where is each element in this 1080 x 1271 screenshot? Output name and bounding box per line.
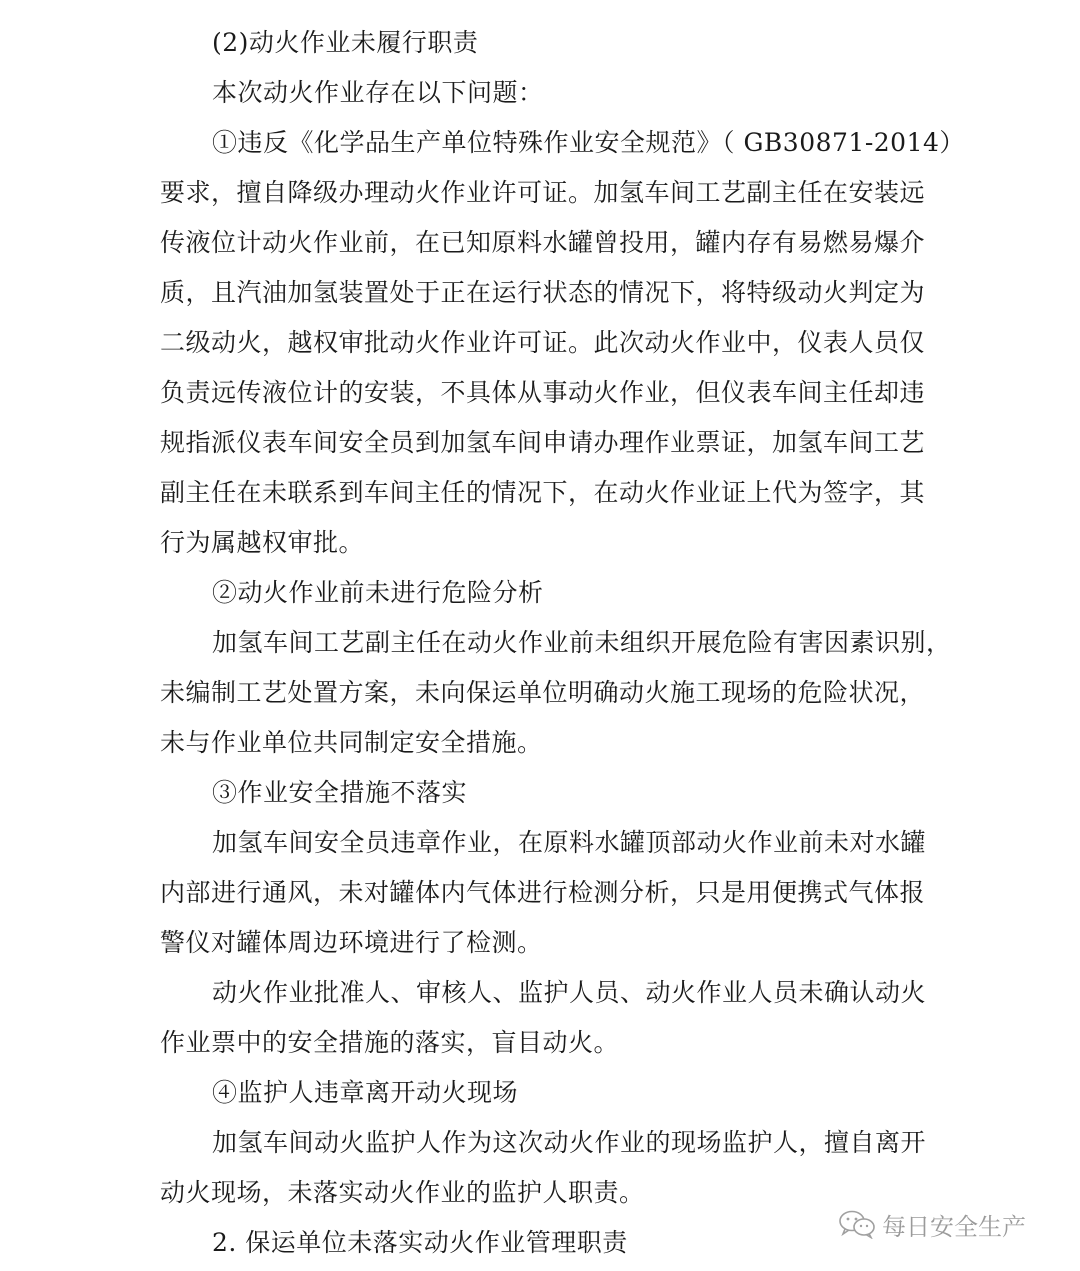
paragraph-line: 行为属越权审批。	[160, 528, 365, 557]
item-heading: ④监护人违章离开动火现场	[212, 1078, 519, 1107]
paragraph-line: 警仪对罐体周边环境进行了检测。	[160, 928, 543, 957]
paragraph-line: 动火现场，未落实动火作业的监护人职责。	[160, 1178, 645, 1207]
paragraph-line: 二级动火，越权审批动火作业许可证。此次动火作业中，仪表人员仅	[160, 328, 926, 357]
paragraph-line: 未编制工艺处置方案，未向保运单位明确动火施工现场的危险状况，	[160, 678, 926, 707]
watermark	[838, 1207, 1026, 1241]
paragraph-line: 规指派仪表车间安全员到加氢车间申请办理作业票证，加氢车间工艺	[160, 428, 926, 457]
item-heading: ②动火作业前未进行危险分析	[212, 578, 544, 607]
paragraph-line: 内部进行通风，未对罐体内气体进行检测分析，只是用便携式气体报	[160, 878, 926, 907]
section-heading: 2. 保运单位未落实动火作业管理职责	[212, 1228, 628, 1257]
paragraph-line: 作业票中的安全措施的落实，盲目动火。	[160, 1028, 620, 1057]
paragraph-line: 传液位计动火作业前，在已知原料水罐曾投用，罐内存有易燃易爆介	[160, 228, 926, 257]
section-heading: (2)动火作业未履行职责	[212, 28, 479, 57]
paragraph-line: 加氢车间工艺副主任在动火作业前未组织开展危险有害因素识别，	[212, 628, 952, 657]
paragraph-line: 副主任在未联系到车间主任的情况下，在动火作业证上代为签字，其	[160, 478, 926, 507]
paragraph-line: 加氢车间安全员违章作业，在原料水罐顶部动火作业前未对水罐	[212, 828, 927, 857]
paragraph-line: 本次动火作业存在以下问题：	[212, 78, 544, 107]
wechat-icon	[838, 1209, 876, 1239]
paragraph-line: 负责远传液位计的安装，不具体从事动火作业，但仪表车间主任却违	[160, 378, 926, 407]
paragraph-line: 动火作业批准人、审核人、监护人员、动火作业人员未确认动火	[212, 978, 927, 1007]
paragraph-line: 未与作业单位共同制定安全措施。	[160, 728, 543, 757]
watermark-text: 每日安全生产	[882, 1212, 1026, 1241]
paragraph-line: 要求，擅自降级办理动火作业许可证。加氢车间工艺副主任在安装远	[160, 178, 926, 207]
item-heading: ③作业安全措施不落实	[212, 778, 468, 807]
paragraph-line: 质，且汽油加氢装置处于正在运行状态的情况下，将特级动火判定为	[160, 278, 926, 307]
paragraph-line: 加氢车间动火监护人作为这次动火作业的现场监护人，擅自离开	[212, 1128, 927, 1157]
item-heading: ①违反《化学品生产单位特殊作业安全规范》（ GB30871-2014）	[212, 128, 965, 157]
